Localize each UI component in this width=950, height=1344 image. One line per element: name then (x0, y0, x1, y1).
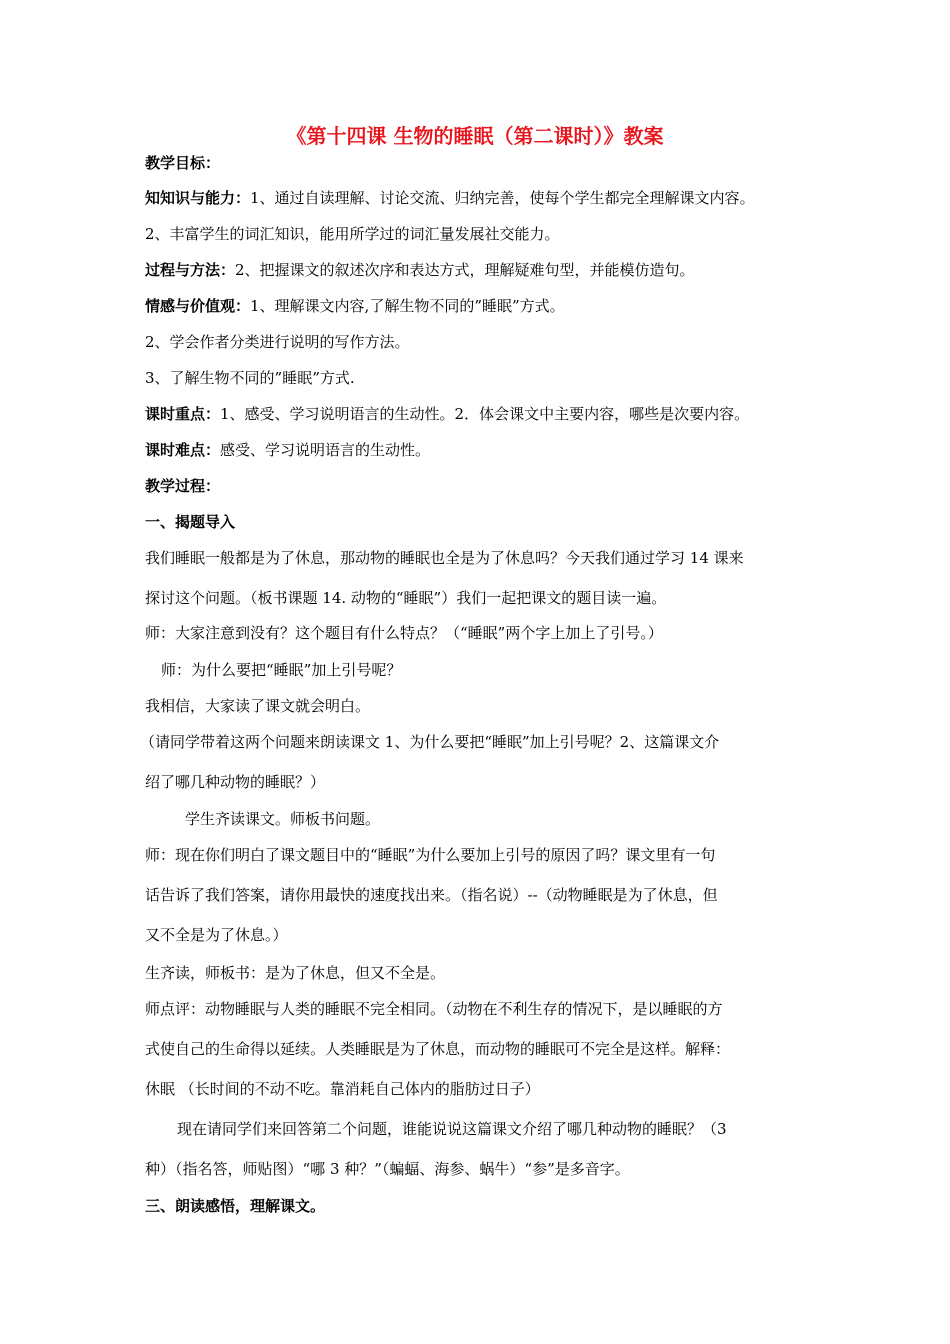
paragraph-7-line-1: 师：现在你们明白了课文题目中的“睡眠”为什么要加上引号的原因了吗？课文里有一句 (145, 846, 716, 864)
paragraph-5-line-1: （请同学带着这两个问题来朗读课文 1、为什么要把“睡眠”加上引号呢？2、这篇课文介 (140, 733, 720, 751)
procedure-heading: 教学过程： (145, 477, 221, 495)
emotion-text-3: 3、了解生物不同的”睡眠”方式. (145, 369, 355, 387)
process-label: 过程与方法： (145, 261, 236, 279)
paragraph-9-line-2: 式使自己的生命得以延续。人类睡眠是为了休息，而动物的睡眠可不完全是这样。解释： (145, 1040, 731, 1058)
emotion-text: 1、理解课文内容,了解生物不同的”睡眠”方式。 (250, 297, 565, 315)
paragraph-1-line-2: 探讨这个问题。（板书课题 14. 动物的“睡眠”）我们一起把课文的题目读一遍。 (145, 589, 667, 607)
emotion-label: 情感与价值观： (145, 297, 251, 315)
emotion-text-2: 2、学会作者分类进行说明的写作方法。 (145, 333, 410, 351)
knowledge-text-2: 2、丰富学生的词汇知识，能用所学过的词汇量发展社交能力。 (145, 225, 560, 243)
paragraph-10-line-2: 种）（指名答，师贴图）“哪 3 种？”（蝙蝠、海参、蜗牛）“参”是多音字。 (145, 1160, 630, 1178)
difficulty-line (145, 439, 430, 461)
paragraph-9-line-3: 休眠 （长时间的不动不吃。靠消耗自己体内的脂肪过日子） (145, 1080, 540, 1098)
paragraph-3: 师：为什么要把“睡眠”加上引号呢？ (161, 661, 402, 679)
document-title: 《第十四课 生物的睡眠（第二课时）》教案 (286, 124, 664, 148)
paragraph-6: 学生齐读课文。师板书问题。 (185, 810, 381, 828)
paragraph-7-line-2: 话告诉了我们答案，请你用最快的速度找出来。（指名说）--（动物睡眠是为了休息，但 (145, 886, 718, 904)
key-label: 课时重点： (145, 405, 221, 423)
knowledge-label: 知知识与能力： (145, 189, 251, 207)
paragraph-8: 生齐读，师板书：是为了休息，但又不全是。 (145, 964, 446, 982)
key-text: 1、感受、学习说明语言的生动性。2．体会课文中主要内容，哪些是次要内容。 (220, 405, 750, 423)
process-line (145, 259, 695, 281)
knowledge-line (145, 187, 755, 209)
knowledge-text: 1、通过自读理解、讨论交流、归纳完善，使每个学生都完全理解课文内容。 (250, 189, 755, 207)
difficulty-label: 课时难点： (145, 441, 221, 459)
objectives-heading: 教学目标： (145, 154, 221, 172)
paragraph-9-line-1: 师点评：动物睡眠与人类的睡眠不完全相同。（动物在不利生存的情况下，是以睡眠的方 (145, 1000, 723, 1018)
difficulty-text: 感受、学习说明语言的生动性。 (220, 441, 431, 459)
paragraph-2: 师：大家注意到没有？这个题目有什么特点？（“睡眠”两个字上加上了引号。） (145, 624, 663, 642)
process-text: 2、把握课文的叙述次序和表达方式，理解疑难句型，并能模仿造句。 (235, 261, 695, 279)
section1-heading: 一、揭题导入 (145, 513, 236, 531)
key-line (145, 403, 749, 425)
paragraph-7-line-3: 又不全是为了休息。） (145, 926, 288, 944)
paragraph-1-line-1: 我们睡眠一般都是为了休息，那动物的睡眠也全是为了休息吗？今天我们通过学习 14 课来 (145, 549, 744, 567)
section3-heading: 三、朗读感悟，理解课文。 (145, 1197, 326, 1215)
paragraph-5-line-2: 绍了哪几种动物的睡眠？） (145, 773, 326, 791)
paragraph-10-line-1: 现在请同学们来回答第二个问题，谁能说说这篇课文介绍了哪几种动物的睡眠？（3 (177, 1120, 727, 1138)
paragraph-4: 我相信，大家读了课文就会明白。 (145, 697, 371, 715)
emotion-line (145, 295, 565, 317)
